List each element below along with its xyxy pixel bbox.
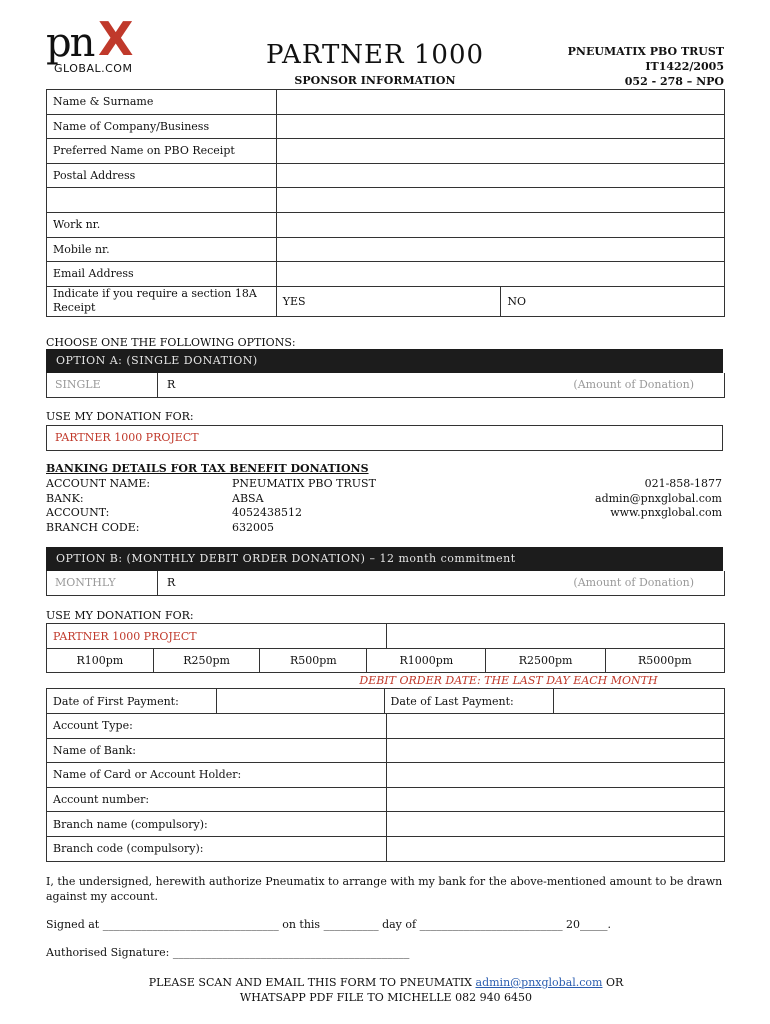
project-b-blank[interactable] bbox=[386, 624, 724, 649]
debit-field-label: Account Type: bbox=[47, 714, 387, 739]
monthly-amount-option[interactable]: R5000pm bbox=[605, 649, 724, 673]
single-amount-hint: (Amount of Donation) bbox=[573, 378, 694, 391]
option-b-header: OPTION B: (MONTHLY DEBIT ORDER DONATION) – 12 month commitment bbox=[46, 547, 723, 571]
banking-row bbox=[46, 506, 722, 521]
debit-field-input[interactable] bbox=[386, 812, 724, 837]
banking-row bbox=[46, 521, 722, 536]
banking-value: ABSA bbox=[232, 491, 264, 505]
debit-field-label: Name of Card or Account Holder: bbox=[47, 763, 387, 788]
monthly-amounts-table bbox=[46, 648, 725, 673]
single-label: SINGLE bbox=[55, 378, 101, 391]
payment-dates-table bbox=[46, 688, 725, 714]
option-b-row bbox=[46, 571, 725, 596]
banking-value: 4052438512 bbox=[232, 506, 302, 519]
sponsor-field-input[interactable] bbox=[276, 114, 724, 139]
authorization-text: I, the undersigned, herewith authorize Pneumatix to arrange with my bank for the above-mentioned amount to be drawn against my account. bbox=[46, 875, 723, 903]
sponsor-field-label: Work nr. bbox=[47, 212, 277, 237]
last-payment-field[interactable] bbox=[554, 689, 725, 714]
sponsor-field-input[interactable] bbox=[276, 262, 724, 287]
org-info bbox=[568, 44, 724, 89]
monthly-amount-option[interactable]: R250pm bbox=[153, 649, 260, 673]
monthly-amount-option[interactable]: R1000pm bbox=[367, 649, 486, 673]
debit-field-label: Branch code (compulsory): bbox=[47, 836, 387, 861]
monthly-amount-hint: (Amount of Donation) bbox=[573, 576, 694, 589]
sponsor-field-label: Preferred Name on PBO Receipt bbox=[47, 139, 277, 164]
footer-email-link[interactable]: admin@pnxglobal.com bbox=[475, 976, 603, 989]
org-npo-number: 052 - 278 – NPO bbox=[624, 75, 724, 88]
debit-details-table bbox=[46, 713, 725, 862]
first-payment-field[interactable] bbox=[216, 689, 384, 714]
banking-label: BANK: bbox=[46, 491, 84, 505]
sponsor-field-label: Postal Address bbox=[47, 163, 277, 188]
sponsor-field-input[interactable] bbox=[276, 163, 724, 188]
debit-field-input[interactable] bbox=[386, 738, 724, 763]
receipt-yes-option[interactable]: YES bbox=[276, 286, 501, 316]
project-b-table bbox=[46, 623, 725, 649]
banking-contact: 021-858-1877 bbox=[644, 477, 722, 490]
footer-line2: WHATSAPP PDF FILE TO MICHELLE 082 940 6450 bbox=[239, 991, 533, 1004]
option-a-row bbox=[46, 373, 725, 398]
org-it-number: IT1422/2005 bbox=[645, 60, 724, 73]
first-payment-label: Date of First Payment: bbox=[47, 689, 217, 714]
banking-label: ACCOUNT NAME: bbox=[46, 477, 151, 490]
banking-heading: BANKING DETAILS FOR TAX BENEFIT DONATIONS bbox=[46, 462, 369, 475]
page-subtitle: SPONSOR INFORMATION bbox=[294, 74, 456, 87]
banking-row bbox=[46, 477, 722, 492]
banking-label: ACCOUNT: bbox=[46, 506, 110, 519]
receipt-label: Indicate if you require a section 18A Receipt bbox=[47, 286, 277, 316]
debit-field-input[interactable] bbox=[386, 787, 724, 812]
banking-contact: www.pnxglobal.com bbox=[610, 506, 722, 519]
banking-contact: admin@pnxglobal.com bbox=[595, 491, 722, 505]
sponsor-field-input[interactable] bbox=[276, 90, 724, 115]
project-b-option[interactable]: PARTNER 1000 PROJECT bbox=[47, 624, 387, 649]
footer-or: OR bbox=[606, 976, 624, 989]
monthly-amount-option[interactable]: R100pm bbox=[47, 649, 154, 673]
sponsor-field-label bbox=[47, 188, 277, 213]
sponsor-field-input[interactable] bbox=[276, 188, 724, 213]
sponsor-field-label: Mobile nr. bbox=[47, 237, 277, 262]
banking-row bbox=[46, 492, 722, 507]
sponsor-field-input[interactable] bbox=[276, 139, 724, 164]
banking-label: BRANCH CODE: bbox=[46, 520, 140, 534]
sponsor-field-label: Name & Surname bbox=[47, 90, 277, 115]
monthly-amount-option[interactable]: R500pm bbox=[260, 649, 367, 673]
footer bbox=[46, 975, 726, 1005]
receipt-no-option[interactable]: NO bbox=[501, 286, 725, 316]
use-donation-for-b: USE MY DONATION FOR: bbox=[46, 609, 194, 622]
page-title: PARTNER 1000 bbox=[265, 40, 485, 70]
logo bbox=[46, 12, 146, 78]
signed-at-line[interactable]: Signed at ________________________________ on this __________ day of __________________________ 20_____. bbox=[46, 918, 612, 931]
debit-order-date: DEBIT ORDER DATE: THE LAST DAY EACH MONTH bbox=[359, 674, 658, 687]
sponsor-field-label: Name of Company/Business bbox=[47, 114, 277, 139]
monthly-amount-input[interactable]: R bbox=[167, 576, 176, 589]
sponsor-field-input[interactable] bbox=[276, 212, 724, 237]
sponsor-field-label: Email Address bbox=[47, 262, 277, 287]
option-a-header: OPTION A: (SINGLE DONATION) bbox=[46, 349, 723, 373]
debit-field-input[interactable] bbox=[386, 714, 724, 739]
banking-value: PNEUMATIX PBO TRUST bbox=[232, 477, 376, 490]
logo-tagline: GLOBAL.COM bbox=[54, 62, 133, 75]
single-amount-input[interactable]: R bbox=[167, 378, 176, 391]
footer-line1: PLEASE SCAN AND EMAIL THIS FORM TO PNEUMATIX bbox=[148, 976, 473, 989]
logo-mark: pn bbox=[46, 20, 94, 66]
debit-field-input[interactable] bbox=[386, 836, 724, 861]
banking-details bbox=[46, 477, 722, 535]
debit-field-input[interactable] bbox=[386, 763, 724, 788]
use-donation-for-a: USE MY DONATION FOR: bbox=[46, 410, 194, 423]
authorised-signature-line[interactable]: Authorised Signature: ___________________________________________ bbox=[46, 946, 410, 959]
choose-heading: CHOOSE ONE THE FOLLOWING OPTIONS: bbox=[46, 336, 296, 349]
debit-field-label: Name of Bank: bbox=[47, 738, 387, 763]
sponsor-table bbox=[46, 89, 725, 317]
project-a-option[interactable]: PARTNER 1000 PROJECT bbox=[46, 425, 723, 451]
sponsor-field-input[interactable] bbox=[276, 237, 724, 262]
org-name: PNEUMATIX PBO TRUST bbox=[567, 45, 724, 58]
last-payment-label: Date of Last Payment: bbox=[384, 689, 554, 714]
banking-value: 632005 bbox=[232, 520, 274, 534]
debit-field-label: Branch name (compulsory): bbox=[47, 812, 387, 837]
monthly-label: MONTHLY bbox=[55, 576, 116, 589]
debit-field-label: Account number: bbox=[47, 787, 387, 812]
logo-x: X bbox=[98, 12, 134, 66]
monthly-amount-option[interactable]: R2500pm bbox=[486, 649, 605, 673]
